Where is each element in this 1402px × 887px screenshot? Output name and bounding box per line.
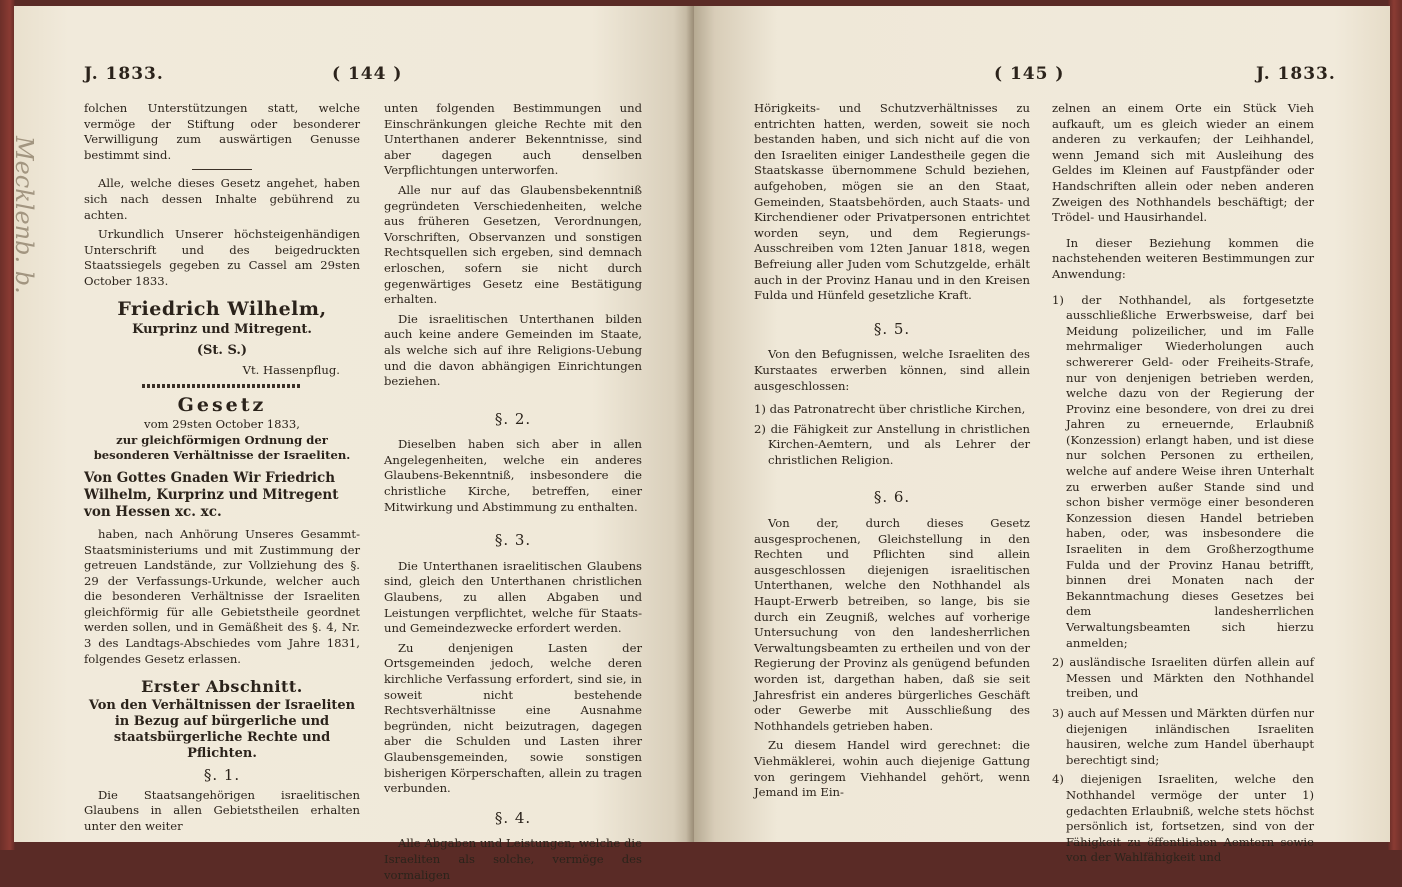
paragraph: Die Unterthanen israelitischen Glaubens sind, gleich den Unterthanen christlichen Glaubens, zu allen Abgaben und Leistungen verpflichtet, welche für Staats- und Gemeindezwecke erfordert werden. bbox=[384, 558, 642, 636]
signature-name: Friedrich Wilhelm, bbox=[117, 297, 327, 320]
sovereign-intro: Von Gottes Gnaden Wir Friedrich Wilhelm, Kurprinz und Mitregent von Hessen xc. xc. bbox=[84, 469, 339, 520]
list-item: 3) auch auf Messen und Märkten dürfen nur diejenigen inländischen Israeliten hausiren, welche zum Handel überhaupt berechtigt sind; bbox=[1052, 705, 1314, 767]
right-column-2 bbox=[1052, 101, 1314, 870]
paragraph: folchen Unterstützungen statt, welche vermöge der Stiftung oder besonderer Verwilligung zum auswärtigen Genusse bestimmt sind. bbox=[84, 101, 360, 162]
seal-mark: (St. S.) bbox=[196, 342, 248, 358]
paragraph: In dieser Beziehung kommen die nachstehenden weiteren Bestimmungen zur Anwendung: bbox=[1052, 235, 1314, 281]
law-heading: Gesetz bbox=[177, 394, 267, 417]
right-page bbox=[694, 6, 1390, 865]
list-item: 4) diejenigen Israeliten, welche den Nothhandel vermöge der unter 1) gedachten Erlaubniß, welche stets höchst persönlich ist, fortsetzen, sind von der Fähigkeit zu öffentlichen Aemtern sowie von der Wahlfähigkeit und bbox=[1052, 772, 1314, 865]
paragraph-number: §. 4. bbox=[494, 808, 532, 827]
countersignature: Vt. Hassenpflug. bbox=[242, 362, 340, 377]
page-header-year: J. 1833. bbox=[1256, 64, 1336, 84]
law-title: zur gleichförmigen Ordnung der besonderen Verhältnisse der Israeliten. bbox=[93, 432, 351, 463]
list-item: 2) ausländische Israeliten dürfen allein auf Messen und Märkten den Nothhandel treiben, und bbox=[1052, 655, 1314, 701]
list-item: 1) das Patronatrecht über christliche Kirchen, bbox=[754, 402, 1026, 417]
paragraph: unten folgenden Bestimmungen und Einschränkungen gleiche Rechte mit den Unterthanen anderer Bekenntnisse, sind aber dagegen auch denselben Verpflichtungen unterworfen. bbox=[384, 101, 642, 178]
paragraph-number: §. 1. bbox=[203, 766, 241, 785]
paragraph-number: §. 5. bbox=[873, 319, 911, 338]
paragraph: zelnen an einem Orte ein Stück Vieh aufkauft, um es gleich wieder an einem anderen zu verkaufen; der Leihhandel, wenn Jemand sich mit Ausleihung des Geldes im Kleinen auf Faustpfänder oder Handschriften allein oder neben anderen Zweigen des Nothhandels beschäftigt; der Trödel- und Hausirhandel. bbox=[1052, 101, 1314, 225]
divider bbox=[192, 169, 252, 170]
paragraph: Alle nur auf das Glaubensbekenntniß gegründeten Verschiedenheiten, welche aus früheren Gesetzen, Verordnungen, Vorschriften, Observanzen und sonstigen Rechtsquellen sich ergeben, sind demnach erloschen, sofern sie nicht durch gegenwärtiges Gesetz eine Bestätigung erhalten. bbox=[384, 182, 642, 307]
paragraph: Dieselben haben sich aber in allen Angelegenheiten, welche ein anderes Glaubens-Bekenntniß, insbesondere die christliche Kirche, betreffen, einer Mitwirkung und Abstimmung zu enthalten. bbox=[384, 437, 642, 514]
left-column-2 bbox=[384, 101, 642, 887]
section-heading: Erster Abschnitt. bbox=[141, 677, 303, 697]
page-header-year: J. 1833. bbox=[84, 64, 164, 84]
paragraph-number: §. 2. bbox=[494, 409, 532, 428]
list-item: 1) der Nothhandel, als fortgesetzte ausschließliche Erwerbsweise, darf bei Meidung polizeilicher, und im Falle mehrmaliger Wiederholungen auch schwererer Geld- oder Freiheits-Strafe, nur von denjenigen betrieben werden, welche dazu von der Regierung der Provinz eine besondere, von drei zu drei Jahren zu erneuernde, Erlaubniß (Konzession) erlangt haben, und ist diese nur solchen Personen zu ertheilen, welche auf andere Weise ihren Unterhalt zu erwerben außer Stande sind und schon bisher vermöge einer besonderen Konzession diesen Handel betrieben haben, oder, was insbesondere die Israeliten in dem Großherzogthume Fulda und der Provinz Hanau betrifft, binnen drei Monaten nach der Bekanntmachung dieses Gesetzes bei dem landesherrlichen Verwaltungsbeamten sich hierzu anmelden; bbox=[1052, 292, 1314, 650]
paragraph-number: §. 6. bbox=[873, 488, 911, 507]
right-column-1 bbox=[754, 101, 1030, 805]
law-date: vom 29sten October 1833, bbox=[144, 417, 300, 432]
paragraph: Urkundlich Unserer höchsteigenhändigen Unterschrift und des beigedruckten Staatssiegels gegeben zu Cassel am 29sten October 1833. bbox=[84, 227, 360, 288]
ornamental-divider bbox=[142, 384, 302, 388]
paragraph: Hörigkeits- und Schutzverhältnisses zu entrichten hatten, werden, soweit sie noch bestanden haben, und sich nicht auf die von den Israeliten einiger Landestheile gegen die Staatskasse übernommene Schuld beziehen, aufgehoben, mögen sie an den Staat, Gemeinden, Staatsbehörden, auch Staats- und Kirchendiener oder Privatpersonen entrichtet worden seyn, und dem Regierungs-Ausschreiben vom 12ten Januar 1818, wegen Befreiung aller Juden vom Schutzgelde, erhält auch in der Provinz Hanau und in den Kreisen Fulda und Hünfeld gesetzliche Kraft. bbox=[754, 101, 1030, 303]
paragraph: Alle Abgaben und Leistungen, welche die Israeliten als solche, vermöge des vormaligen bbox=[384, 836, 642, 882]
preamble: haben, nach Anhörung Unseres Gesammt-Staatsministeriums und mit Zustimmung der getreuen Landstände, zur Vollziehung des §. 29 der Verfassungs-Urkunde, welcher auch die besonderen Verhältnisse der Israeliten gleichförmig für alle Gebietstheile geordnet werden sollen, und in Gemäßheit des §. 4, Nr. 3 des Landtags-Abschiedes vom Jahre 1831, folgendes Gesetz erlassen. bbox=[84, 526, 360, 666]
paragraph: Die Staatsangehörigen israelitischen Glaubens in allen Gebietstheilen erhalten unter den weiter bbox=[84, 787, 360, 834]
paragraph: Zu diesem Handel wird gerechnet: die Viehmäklerei, wohin auch diejenige Gattung von geringem Viehhandel gehört, wenn Jemand im Ein- bbox=[754, 738, 1030, 800]
list-item: 2) die Fähigkeit zur Anstellung in christlichen Kirchen-Aemtern, und als Lehrer der christlichen Religion. bbox=[754, 421, 1030, 467]
left-column-1 bbox=[84, 101, 360, 839]
page-number: ( 145 ) bbox=[994, 64, 1065, 84]
paragraph: Die israelitischen Unterthanen bilden auch keine andere Gemeinden im Staate, als welche sich auf ihre Religions-Uebung und die davon abhängigen Einrichtungen beziehen. bbox=[384, 311, 642, 389]
signature-title: Kurprinz und Mitregent. bbox=[132, 321, 312, 337]
left-page bbox=[10, 6, 694, 882]
page-number: ( 144 ) bbox=[332, 64, 403, 84]
section-title: Von den Verhältnissen der Israeliten in Bezug auf bürgerliche und staatsbürgerliche Rechte und Pflichten. bbox=[88, 698, 356, 762]
paragraph: Alle, welche dieses Gesetz angehet, haben sich nach dessen Inhalte gebührend zu achten. bbox=[84, 176, 360, 222]
paragraph: Von der, durch dieses Gesetz ausgesprochenen, Gleichstellung in den Rechten und Pflichten sind allein ausgeschlossen diejenigen israelitischen Unterthanen, welche den Nothhandel als Haupt-Erwerb betreiben, so lange, bis sie durch ein Zeugniß, welches auf vorherige Untersuchung von den landesherrlichen Verwaltungsbeamten zu ertheilen und von der Regierung der Provinz als genügend befunden worden ist, dargethan haben, daß sie seit Jahresfrist ein anderes bürgerliches Geschäft oder Gewerbe mit Ausschließung des Nothhandels getrieben haben. bbox=[754, 516, 1030, 733]
margin-handwriting: Mecklenb. b. bbox=[10, 136, 38, 294]
paragraph-number: §. 3. bbox=[494, 531, 532, 550]
paragraph: Von den Befugnissen, welche Israeliten des Kurstaates erwerben können, sind allein ausgeschlossen: bbox=[754, 347, 1030, 393]
paragraph: Zu denjenigen Lasten der Ortsgemeinden jedoch, welche deren kirchliche Verfassung erfordert, sind sie, in soweit nicht bestehende Rechtsverhältnisse eine Ausnahme begründen, nicht beizutragen, dagegen aber die Schulden und Lasten ihrer Glaubensgemeinden, sowie sonstigen bisherigen Körperschaften, allein zu tragen verbunden. bbox=[384, 640, 642, 796]
